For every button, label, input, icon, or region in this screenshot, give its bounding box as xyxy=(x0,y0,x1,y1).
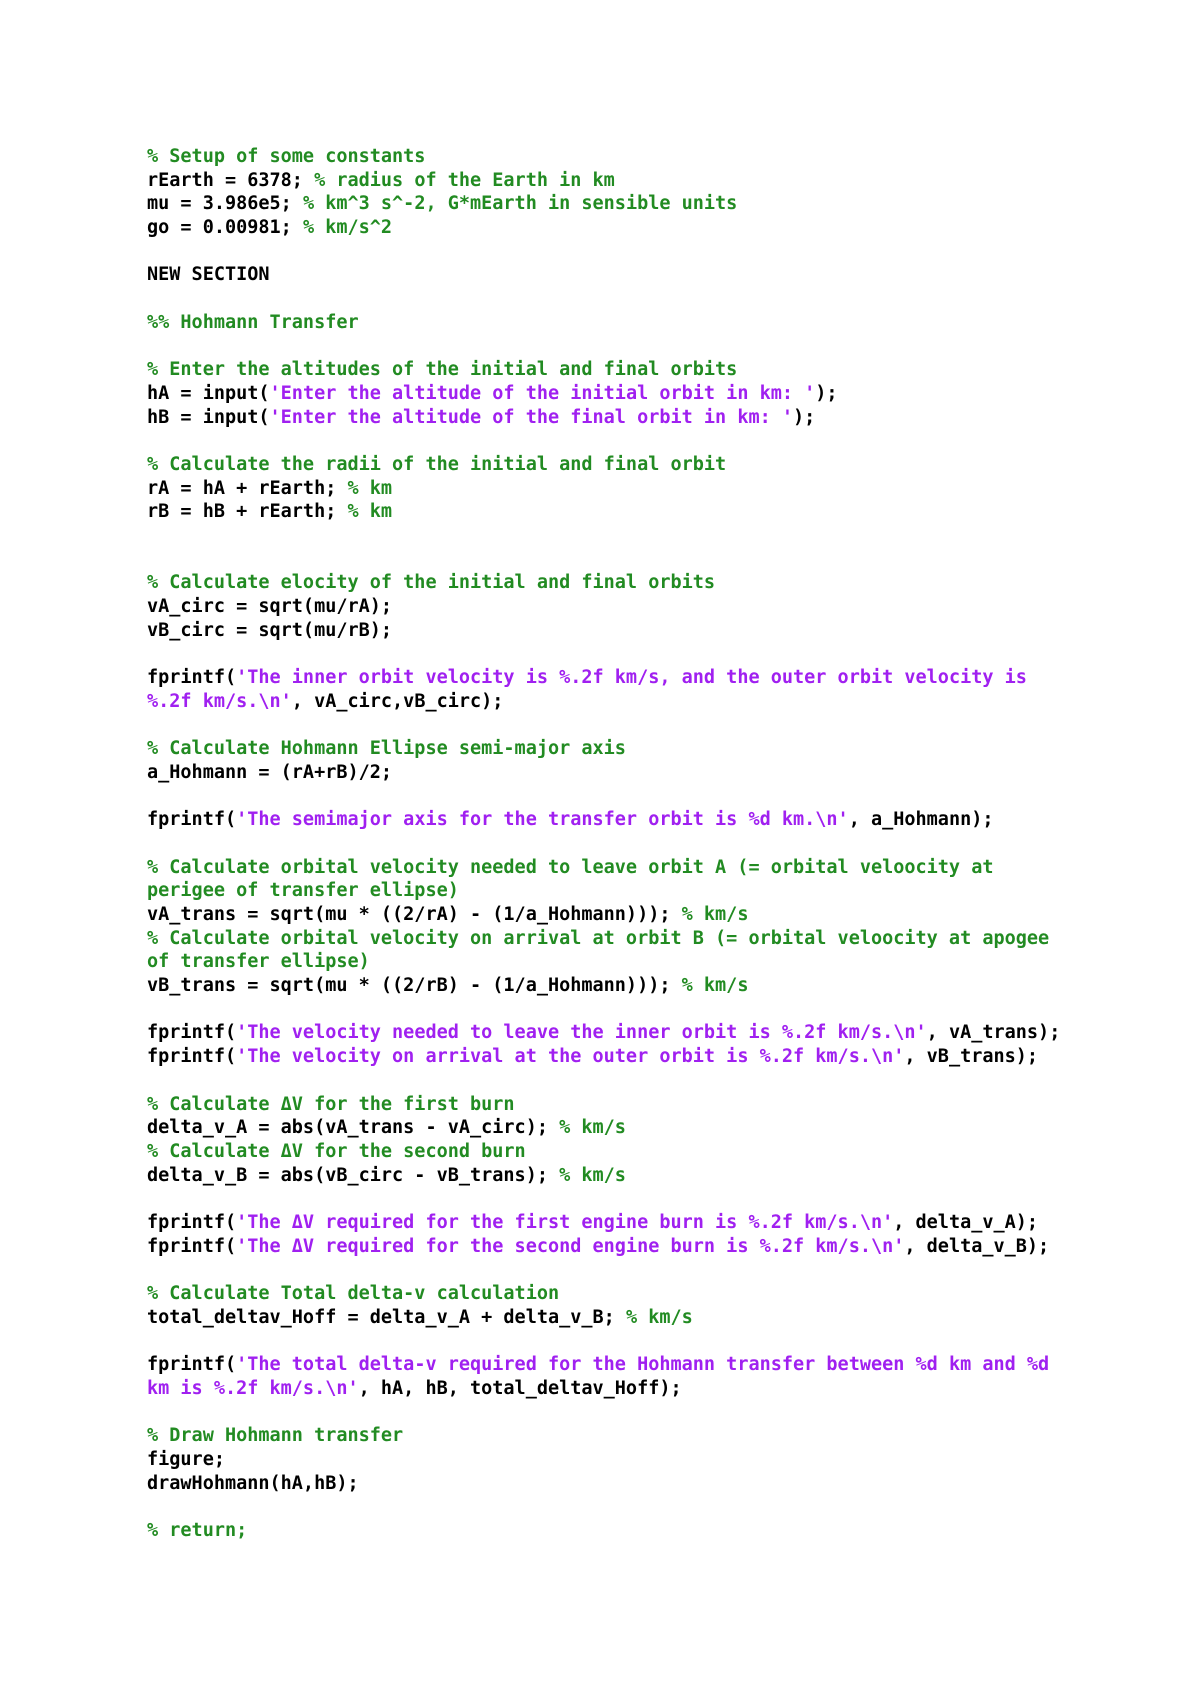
comment: % Calculate the radii of the initial and final orbit xyxy=(147,453,727,475)
code-line xyxy=(147,1211,1157,1235)
code-line xyxy=(147,1519,1157,1543)
section-marker: NEW SECTION xyxy=(147,264,270,286)
comment: % km/s xyxy=(681,975,749,997)
code: vB_circ = sqrt(mu/rB); xyxy=(147,619,393,641)
code-line xyxy=(147,737,1157,761)
blank-line xyxy=(147,1495,1157,1519)
code: vA_trans = sqrt(mu * ((2/rA) - (1/a_Hohmann))); xyxy=(147,904,682,926)
code-line xyxy=(147,500,1157,524)
string-literal: %.2f km/s.\n' xyxy=(147,690,292,712)
code: fprintf( xyxy=(147,667,237,689)
code-line xyxy=(147,1472,1157,1496)
code: hB = input( xyxy=(147,406,270,428)
code: , delta_v_A); xyxy=(893,1211,1039,1233)
code: , a_Hohmann); xyxy=(848,809,994,831)
code: fprintf( xyxy=(147,1022,237,1044)
code: vA_circ = sqrt(mu/rA); xyxy=(147,596,393,618)
code: fprintf( xyxy=(147,1235,237,1257)
code-line xyxy=(147,1140,1157,1164)
code-line xyxy=(147,666,1157,690)
code-line xyxy=(147,1045,1157,1069)
comment: % km/s xyxy=(559,1164,626,1186)
code: vB_trans = sqrt(mu * ((2/rB) - (1/a_Hohmann))); xyxy=(147,975,682,997)
code-line xyxy=(147,950,1157,974)
code-line xyxy=(147,358,1157,382)
blank-line xyxy=(147,429,1157,453)
code: hA = input( xyxy=(147,382,270,404)
code-line xyxy=(147,145,1157,169)
code-line xyxy=(147,1377,1157,1401)
code: ); xyxy=(815,382,838,404)
comment: % Calculate Hohmann Ellipse semi-major axis xyxy=(147,738,626,760)
matlab-code-listing xyxy=(147,145,1157,1543)
comment: % radius of the Earth in km xyxy=(314,169,615,191)
code: fprintf( xyxy=(147,809,237,831)
code-line xyxy=(147,453,1157,477)
blank-line xyxy=(147,524,1157,571)
code: fprintf( xyxy=(147,1211,237,1233)
code-line xyxy=(147,406,1157,430)
blank-line xyxy=(147,1187,1157,1211)
string-literal: 'The ΔV required for the second engine burn is %.2f km/s.\n' xyxy=(236,1235,905,1257)
string-literal: 'The velocity needed to leave the inner orbit is %.2f km/s.\n' xyxy=(236,1022,927,1044)
code-line xyxy=(147,263,1157,287)
comment: % Draw Hohmann transfer xyxy=(147,1425,404,1447)
string-literal: 'The velocity on arrival at the outer orbit is %.2f km/s.\n' xyxy=(236,1046,905,1068)
code-line xyxy=(147,761,1157,785)
code-line xyxy=(147,1164,1157,1188)
blank-line xyxy=(147,1329,1157,1353)
comment: % Enter the altitudes of the initial and final orbits xyxy=(147,359,738,381)
comment: % Calculate orbital velocity needed to leave orbit A (= orbital veloocity at xyxy=(147,856,994,878)
code: rA = hA + rEarth; xyxy=(147,477,348,499)
code-line xyxy=(147,808,1157,832)
code: rB = hB + rEarth; xyxy=(147,501,348,523)
code-line xyxy=(147,1424,1157,1448)
comment: % Calculate elocity of the initial and final orbits xyxy=(147,572,716,594)
code-line xyxy=(147,974,1157,998)
blank-line xyxy=(147,1258,1157,1282)
comment: % Calculate Total delta-v calculation xyxy=(147,1283,560,1305)
comment: % km^3 s^-2, G*mEarth in sensible units xyxy=(302,193,738,215)
section-heading: %% Hohmann Transfer xyxy=(147,311,359,333)
code-line xyxy=(147,192,1157,216)
code: drawHohmann(hA,hB); xyxy=(147,1472,359,1494)
code-line xyxy=(147,690,1157,714)
code-line xyxy=(147,1448,1157,1472)
comment: % km xyxy=(347,477,393,499)
blank-line xyxy=(147,832,1157,856)
blank-line xyxy=(147,1400,1157,1424)
comment: % Calculate orbital velocity on arrival at orbit B (= orbital veloocity at apogee xyxy=(147,927,1050,949)
code: , vA_trans); xyxy=(926,1022,1061,1044)
code-line xyxy=(147,216,1157,240)
code-line xyxy=(147,879,1157,903)
comment: % km xyxy=(347,501,393,523)
string-literal: 'The ΔV required for the first engine burn is %.2f km/s.\n' xyxy=(236,1211,894,1233)
blank-line xyxy=(147,998,1157,1022)
code: mu = 3.986e5; xyxy=(147,193,303,215)
code-line xyxy=(147,1093,1157,1117)
string-literal: 'The inner orbit velocity is %.2f km/s, and the outer orbit velocity is xyxy=(236,667,1027,689)
string-literal: 'Enter the altitude of the final orbit in km: ' xyxy=(269,406,794,428)
code: rEarth = 6378; xyxy=(147,169,315,191)
code-line xyxy=(147,1116,1157,1140)
code: , delta_v_B); xyxy=(904,1235,1050,1257)
string-literal: 'The semimajor axis for the transfer orbit is %d km.\n' xyxy=(236,809,849,831)
code: figure; xyxy=(147,1448,225,1470)
code-line xyxy=(147,927,1157,951)
comment: % km/s xyxy=(559,1117,626,1139)
comment: of transfer ellipse) xyxy=(147,951,370,973)
blank-line xyxy=(147,642,1157,666)
code-line xyxy=(147,903,1157,927)
string-literal: 'The total delta-v required for the Hohmann transfer between %d km and %d xyxy=(236,1354,1050,1376)
comment: % Calculate ΔV for the first burn xyxy=(147,1093,515,1115)
code: go = 0.00981; xyxy=(147,217,303,239)
code-line xyxy=(147,311,1157,335)
comment: % km/s^2 xyxy=(302,217,393,239)
code: a_Hohmann = (rA+rB)/2; xyxy=(147,761,393,783)
code: , hA, hB, total_deltav_Hoff); xyxy=(358,1377,682,1399)
code-line xyxy=(147,571,1157,595)
code-line xyxy=(147,169,1157,193)
blank-line xyxy=(147,714,1157,738)
code: fprintf( xyxy=(147,1046,237,1068)
code-line xyxy=(147,1353,1157,1377)
code-line xyxy=(147,382,1157,406)
code-line xyxy=(147,477,1157,501)
string-literal: 'Enter the altitude of the initial orbit in km: ' xyxy=(269,382,816,404)
blank-line xyxy=(147,785,1157,809)
code-line xyxy=(147,1235,1157,1259)
code-line xyxy=(147,619,1157,643)
code-line xyxy=(147,595,1157,619)
blank-line xyxy=(147,1069,1157,1093)
code: delta_v_B = abs(vB_circ - vB_trans); xyxy=(147,1164,560,1186)
blank-line xyxy=(147,240,1157,264)
code: , vB_trans); xyxy=(904,1046,1039,1068)
code-line xyxy=(147,1306,1157,1330)
comment: % km/s xyxy=(625,1306,693,1328)
code-line xyxy=(147,1021,1157,1045)
blank-line xyxy=(147,335,1157,359)
code: delta_v_A = abs(vA_trans - vA_circ); xyxy=(147,1117,560,1139)
comment: % Calculate ΔV for the second burn xyxy=(147,1140,526,1162)
string-literal: km is %.2f km/s.\n' xyxy=(147,1377,359,1399)
comment: perigee of transfer ellipse) xyxy=(147,880,459,902)
code: fprintf( xyxy=(147,1354,237,1376)
comment: % km/s xyxy=(681,904,749,926)
comment: % return; xyxy=(147,1519,248,1541)
code: total_deltav_Hoff = delta_v_A + delta_v_B; xyxy=(147,1306,626,1328)
blank-line xyxy=(147,287,1157,311)
code-line xyxy=(147,856,1157,880)
code-line xyxy=(147,1282,1157,1306)
comment: % Setup of some constants xyxy=(147,146,426,167)
code: , vA_circ,vB_circ); xyxy=(291,690,504,712)
code: ); xyxy=(793,406,816,428)
